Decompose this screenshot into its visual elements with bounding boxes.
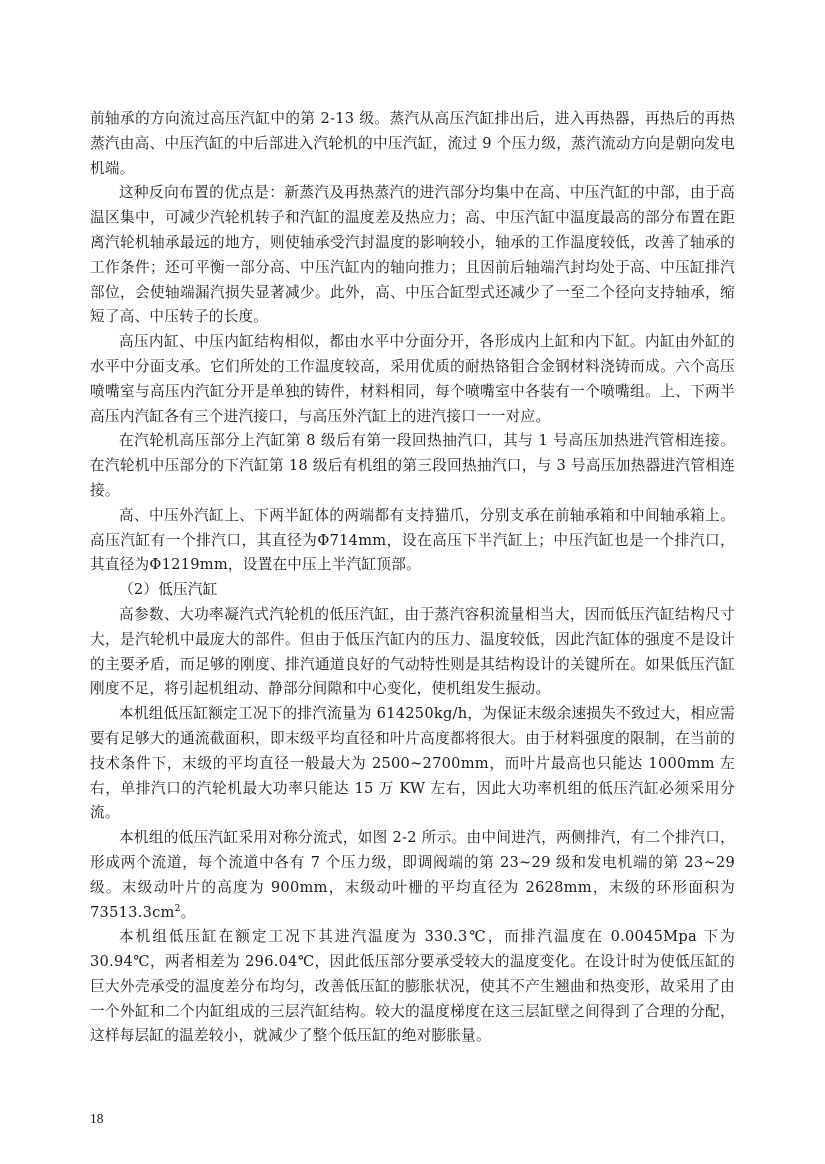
paragraph-outer-cylinder-supports: 高、中压外汽缸上、下两半缸体的两端都有支持猫爪，分别支承在前轴承箱和中间轴承箱上。高压汽缸有一个排汽口，其直径为Φ714mm，设在高压下半汽缸上；中压汽缸也是一个排汽口，其直径为Φ1219mm，设置在中压上半汽缸顶部。 [90, 506, 735, 574]
paragraph-reverse-layout-advantages: 这种反向布置的优点是：新蒸汽及再热蒸汽的进汽部分均集中在高、中压汽缸的中部，由于高温区集中，可减少汽轮机转子和汽缸的温度差及热应力；高、中压汽缸中温度最高的部分布置在距离汽轮机轴承最远的地方，则使轴承受汽封温度的影响较小，轴承的工作温度较低，改善了轴承的工作条件；还可平衡一部分高、中压汽缸内的轴向推力；且因前后轴端汽封均处于高、中压缸排汽部位，会使轴端漏汽损失显著减少。此外，高、中压合缸型式还减少了一至二个径向支持轴承，缩短了高、中压转子的长度。 [90, 184, 735, 326]
paragraph-lp-double-flow-text: 本机组的低压汽缸采用对称分流式，如图 2-2 所示。由中间进汽，两侧排汽，有二个排汽口，形成两个流道，每个流道中各有 7 个压力级，即调阀端的第 23~29 级和发电机端的第 23~29 级。末级动叶片的高度为 900mm，末级动叶栅的平均直径为 2628mm，末级的环形面积为 73513.3cm [90, 829, 735, 921]
paragraph-continued: 前轴承的方向流过高压汽缸中的第 2-13 级。蒸汽从高压汽缸排出后，进入再热器，再热后的再热蒸汽由高、中压汽缸的中后部进入汽轮机的中压汽缸，流过 9 个压力级，蒸汽流动方向是朝向发电机端。 [90, 110, 735, 177]
section-heading-low-pressure-cylinder: （2）低压汽缸 [119, 581, 218, 599]
paragraph-lp-double-flow [90, 826, 735, 925]
paragraph-lp-double-flow-tail: 。 [180, 903, 196, 921]
page-body [90, 107, 735, 1049]
paragraph-inner-cylinders: 高压内缸、中压内缸结构相似，都由水平中分面分开，各形成内上缸和内下缸。内缸由外缸的水平中分面支承。它们所处的工作温度较高，采用优质的耐热铬钼合金钢材料浇铸而成。六个高压喷嘴室与高压内汽缸分开是单独的铸件，材料相同，每个喷嘴室中各装有一个喷嘴组。上、下两半高压内汽缸各有三个进汽接口，与高压外汽缸上的进汽接口一一对应。 [90, 333, 735, 425]
paragraph-lp-exhaust-flow: 本机组低压缸额定工况下的排汽流量为 614250kg/h，为保证末级余速损失不致过大，相应需要有足够大的通流截面积，即末级平均直径和叶片高度都将很大。由于材料强度的限制，在当前的技术条件下，末级的平均直径一般最大为 2500~2700mm，而叶片最高也只能达 1000mm 左右，单排汽口的汽轮机最大功率只能达 15 万 KW 左右，因此大功率机组的低压汽缸必须采用分流。 [90, 705, 735, 822]
paragraph-extraction-ports: 在汽轮机高压部分上汽缸第 8 级后有第一段回热抽汽口，其与 1 号高压加热进汽管相连接。在汽轮机中压部分的下汽缸第 18 级后有机组的第三段回热抽汽口，与 3 号高压加热器进汽管相连接。 [90, 432, 735, 499]
page-number: 18 [90, 1111, 104, 1126]
superscript-squared: 2 [174, 903, 181, 914]
paragraph-lp-temperature: 本机组低压缸在额定工况下其进汽温度为 330.3℃，而排汽温度在 0.0045Mpa 下为 30.94℃，两者相差为 296.04℃，因此低压部分要承受较大的温度变化。在设计时为使低压缸的巨大外壳承受的温度差分布均匀，改善低压缸的膨胀状况，使其不产生翘曲和热变形，故采用了由一个外缸和二个内缸组成的三层汽缸结构。较大的温度梯度在这三层缸壁之间得到了合理的分配，这样每层缸的温差较小，就减少了整个低压缸的绝对膨胀量。 [90, 928, 735, 1045]
paragraph-lp-cylinder-intro: 高参数、大功率凝汽式汽轮机的低压汽缸，由于蒸汽容积流量相当大，因而低压汽缸结构尺寸大，是汽轮机中最庞大的部件。但由于低压汽缸内的压力、温度较低，因此汽缸体的强度不是设计的主要矛盾，而足够的刚度、排汽通道良好的气动特性则是其结构设计的关键所在。如果低压汽缸刚度不足，将引起机组动、静部分间隙和中心变化，使机组发生振动。 [90, 605, 735, 698]
